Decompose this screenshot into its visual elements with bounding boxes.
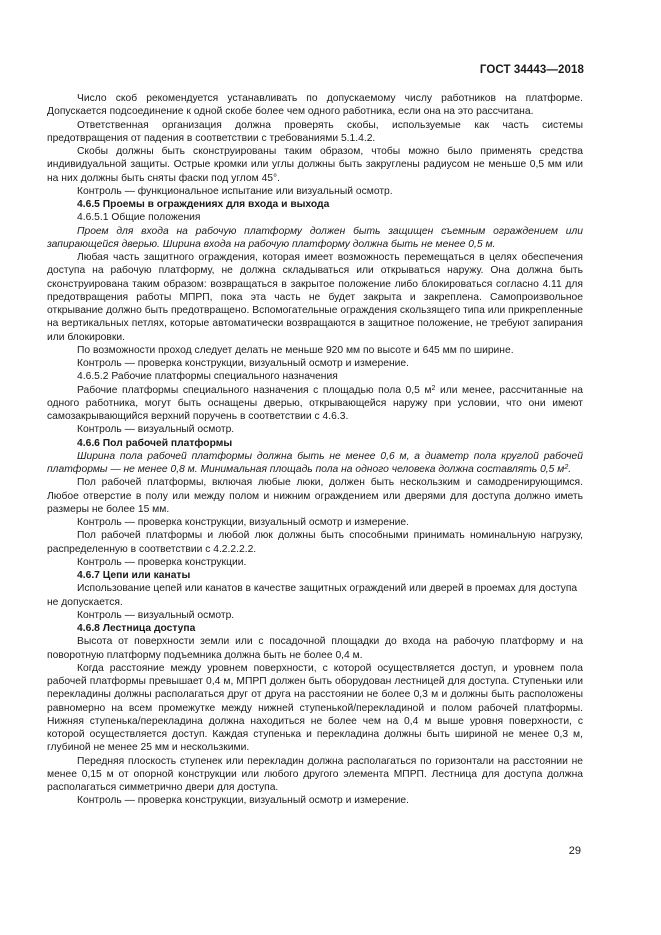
paragraph-text: Рабочие платформы специального назначения с площадью пола 0,5 м bbox=[77, 384, 432, 396]
body-paragraph bbox=[47, 662, 583, 755]
paragraph-text-continued: или менее, рассчитанные на одного работника, могут быть оснащены дверью, открывающейся наружу при условии, что они имеют самозакрывающийся верхний поручень в соответствии с 4.6.3. bbox=[47, 384, 583, 422]
paragraph-text: Контроль — проверка конструкции, визуальный осмотр и измерение. bbox=[77, 517, 409, 528]
body-paragraph bbox=[47, 529, 583, 556]
paragraph-text: Высота от поверхности земли или с посадочной площадки до входа на рабочую платформу и на поворотную платформу подъемника должна быть не более 0,4 м. bbox=[47, 636, 583, 661]
paragraph-text: Любая часть защитного ограждения, которая имеет возможность перемещаться в целях обеспечения доступа на рабочую платформу, не должна складываться или открываться наружу. Она должна быть сконструирована таким образом: возвращаться в закрытое положение либо блокироваться согласно 4.11 для предотвращения работы МПРП, пока эта часть не будет закрыта и закреплена. Самопроизвольное открывание должно быть предотвращено. Вспомогательные ограждения скользящего типа или прикрепленные на вертикальных петлях, которые автоматически возвращаются в защитное положение, не требуют запирания или блокировки. bbox=[47, 252, 583, 343]
section-heading bbox=[47, 569, 583, 582]
paragraph-text: Когда расстояние между уровнем поверхности, с которой осуществляется доступ, и уровнем пола рабочей платформы превышает 0,4 м, МПРП должен быть оборудован лестницей для доступа. Ступеньки или перекладины должны располагаться друг от друга на расстоянии не более 0,3 м и должны быть расположены равномерно на всем промежутке между нижней ступенькой/перекладиной и полом рабочей платформы. Нижняя ступенька/перекладина должна находиться не более чем на 0,4 м выше уровня поверхности, с которой осуществляется доступ. Каждая ступенька и перекладина должны быть шириной не менее 0,3 м, глубиной не менее 25 мм и нескользкими. bbox=[47, 662, 583, 754]
paragraph-text: Передняя плоскость ступенек или перекладин должна располагаться по горизонтали на расстоянии не менее 0,15 м от опорной конструкции или любого другого элемента МПРП. Лестница для доступа должна располагаться симметрично двери для доступа. bbox=[47, 755, 583, 793]
paragraph-text: 4.6.5.2 Рабочие платформы специального назначения bbox=[77, 371, 338, 383]
paragraph-text: Контроль — проверка конструкции. bbox=[77, 556, 247, 568]
page-number: 29 bbox=[568, 845, 581, 857]
section-heading bbox=[47, 622, 583, 635]
paragraph-text: 4.6.8 Лестница доступа bbox=[77, 623, 196, 634]
paragraph-text: 4.6.7 Цепи или канаты bbox=[77, 570, 191, 581]
paragraph-text-continued: . bbox=[568, 464, 572, 475]
paragraph-text: Контроль — проверка конструкции, визуальный осмотр и измерение. bbox=[77, 795, 409, 807]
body-paragraph bbox=[47, 92, 583, 119]
body-paragraph bbox=[47, 582, 583, 609]
paragraph-text: Проем для входа на рабочую платформу должен быть защищен съемным ограждением или запирающейся дверью. Ширина входа на рабочую платформу должна быть не менее 0,5 м. bbox=[47, 225, 583, 250]
paragraph-text: По возможности проход следует делать не меньше 920 мм по высоте и 645 мм по ширине. bbox=[77, 344, 514, 356]
body-paragraph bbox=[47, 370, 583, 383]
paragraph-text: 4.6.6 Пол рабочей платформы bbox=[77, 437, 233, 449]
body-paragraph bbox=[47, 609, 583, 622]
superscript: 2 bbox=[564, 464, 569, 471]
paragraph-text: Ширина пола рабочей платформы должна быть не менее 0,6 м, а диаметр пола круглой рабочей платформы — не менее 0,8 м. Минимальная площадь пола на одного человека должна составлять 0,5 м bbox=[47, 450, 583, 475]
body-paragraph bbox=[47, 344, 583, 357]
paragraph-text: Контроль — визуальный осмотр. bbox=[77, 609, 235, 621]
body-paragraph bbox=[47, 755, 583, 795]
paragraph-text: Пол рабочей платформы и любой люк должны быть способными принимать номинальную нагрузку, распределенную в соответствии с 4.2.2.2.2. bbox=[47, 530, 583, 555]
paragraph-text: Число скоб рекомендуется устанавливать по допускаемому числу работников на платформе. Допускается подсоединение к одной скобе более чем одного работника, если она на это рассчитана. bbox=[47, 93, 583, 118]
paragraph-text: Пол рабочей платформы, включая любые люки, должен быть нескользким и самодренирующимся. Любое отверстие в полу или между полом и нижним ограждением или дверями для доступа должно иметь размеры не более 15 мм. bbox=[47, 477, 583, 515]
body-paragraph bbox=[47, 211, 583, 224]
body-paragraph bbox=[47, 251, 583, 344]
paragraph-text: Контроль — проверка конструкции, визуальный осмотр и измерение. bbox=[77, 358, 409, 369]
body-paragraph bbox=[47, 357, 583, 370]
section-heading bbox=[47, 198, 583, 211]
superscript: 2 bbox=[431, 384, 436, 392]
paragraph-text: Использование цепей или канатов в качестве защитных ограждений или дверей в проемах для доступа не допускается. bbox=[47, 583, 578, 608]
body-paragraph bbox=[47, 476, 583, 516]
paragraph-text: Контроль — функциональное испытание или визуальный осмотр. bbox=[77, 185, 393, 197]
requirement-paragraph bbox=[47, 225, 583, 252]
paragraph-text: Скобы должны быть сконструированы таким образом, чтобы можно было применять средства индивидуальной защиты. Острые кромки или углы должны быть закруглены радиусом не меньше 0,5 мм или на них должны быть сняты фаски под углом 45°. bbox=[47, 146, 583, 184]
body-paragraph bbox=[47, 145, 583, 185]
paragraph-text: Ответственная организация должна проверять скобы, используемые как часть системы предотвращения от падения в соответствии с требованиями 5.1.4.2. bbox=[47, 119, 583, 144]
document-body bbox=[47, 92, 583, 808]
paragraph-text: 4.6.5.1 Общие положения bbox=[77, 212, 201, 224]
body-paragraph bbox=[47, 516, 583, 529]
requirement-paragraph bbox=[47, 450, 583, 477]
body-paragraph bbox=[47, 556, 583, 569]
body-paragraph bbox=[47, 635, 583, 662]
body-paragraph bbox=[47, 185, 583, 198]
body-paragraph bbox=[47, 423, 583, 436]
body-paragraph bbox=[47, 384, 583, 424]
paragraph-text: 4.6.5 Проемы в ограждениях для входа и выхода bbox=[77, 199, 330, 210]
section-heading bbox=[47, 437, 583, 450]
paragraph-text: Контроль — визуальный осмотр. bbox=[77, 424, 235, 436]
body-paragraph bbox=[47, 119, 583, 146]
body-paragraph bbox=[47, 794, 583, 807]
document-header: ГОСТ 34443—2018 bbox=[479, 64, 584, 76]
